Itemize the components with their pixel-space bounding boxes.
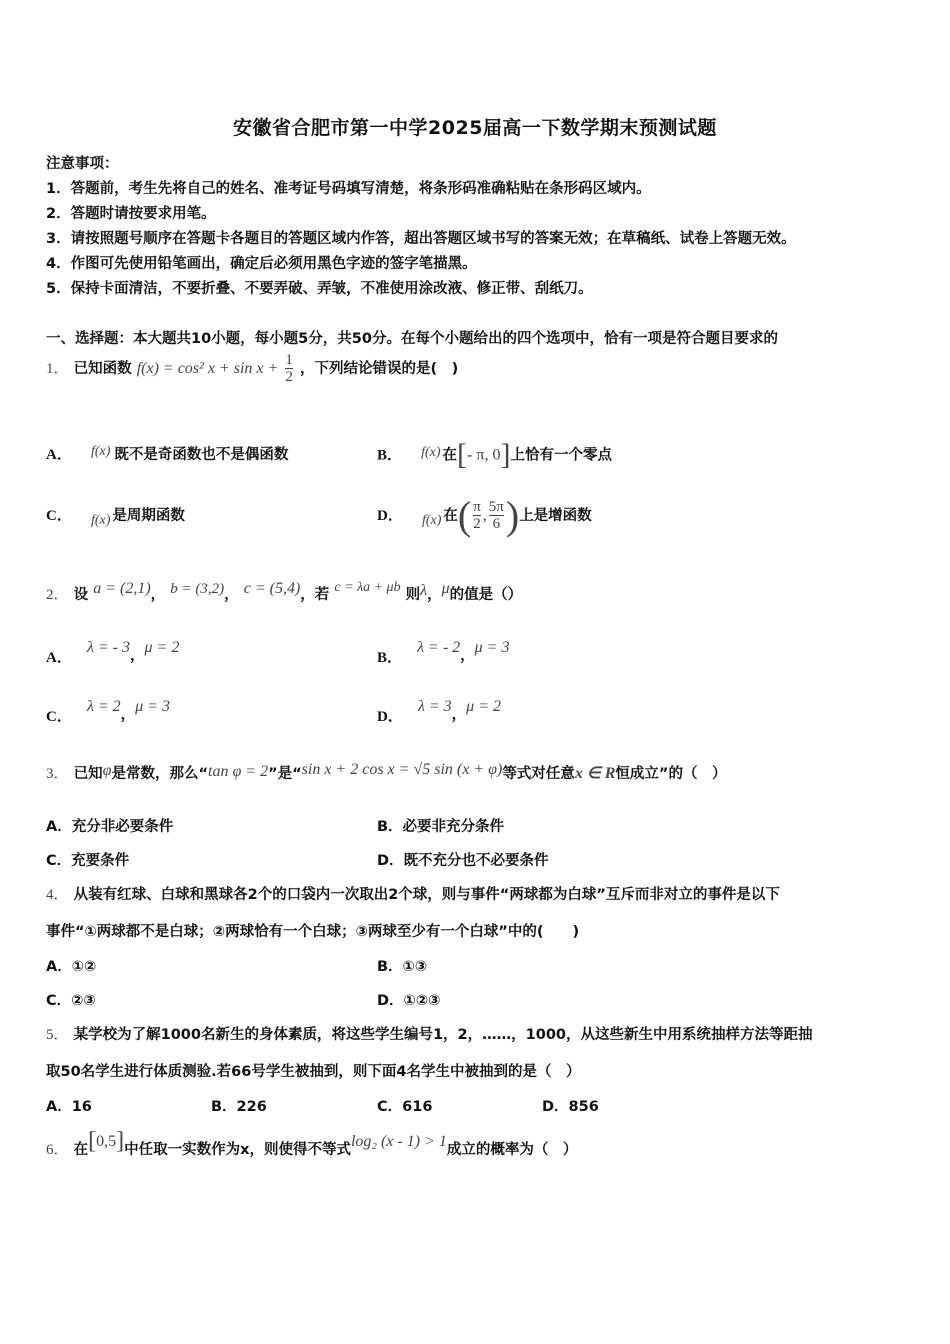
option-a: [46, 443, 288, 464]
option-text: 既不是奇函数也不是偶函数: [114, 447, 289, 463]
bracket: [: [457, 438, 468, 471]
option-label: C．: [46, 508, 72, 524]
option-text: 上是增函数: [519, 508, 592, 524]
question-text: 是常数，那么“: [111, 766, 208, 782]
option-label: C．: [46, 709, 72, 725]
question-1: [46, 352, 458, 385]
vector-b: b = (3,2): [170, 581, 225, 597]
question-3: [46, 761, 726, 783]
option-label: D．: [377, 709, 403, 725]
math-expression: f(x): [421, 444, 441, 460]
numerator: π: [473, 499, 481, 515]
question-text: ，下列结论错误的是( ): [299, 361, 459, 377]
option-d: [377, 696, 501, 726]
option-b: B．226: [211, 1099, 267, 1115]
option-a: A．充分非必要条件: [46, 819, 174, 835]
option-label: D．: [377, 508, 403, 524]
denominator: 6: [492, 516, 501, 532]
question-text: 在: [73, 1142, 89, 1158]
math-expression: λ = - 2: [417, 639, 461, 656]
question-text: 已知函数: [73, 361, 132, 377]
note-item-4: 4．作图可先使用铅笔画出，确定后必须用黑色字迹的签字笔描黑。: [46, 256, 477, 272]
question-text: 设: [73, 587, 89, 603]
punctuation: ，: [224, 587, 239, 603]
bracket: (: [457, 493, 472, 538]
math-expression: λ = 2: [86, 698, 121, 715]
question-5: [46, 1023, 813, 1044]
bracket: ]: [500, 438, 511, 471]
question-text: 则: [405, 587, 421, 603]
note-item-3: 3．请按照题号顺序在答题卡各题目的答题区域内作答，超出答题区域书写的答案无效；在草稿纸、试卷上答题无效。: [46, 231, 796, 247]
math-expression: 0,5: [96, 1133, 117, 1150]
question-text: ”是“: [268, 766, 302, 782]
question-text: 中任取一实数作为x，则使得不等式: [124, 1142, 351, 1158]
option-b: [377, 438, 612, 472]
option-b: [377, 637, 510, 667]
math-expression: tan φ = 2: [208, 763, 269, 780]
vector-c: c = (5,4): [243, 580, 301, 597]
option-d: D．①②③: [377, 993, 441, 1009]
question-6: [46, 1128, 577, 1159]
punctuation: ，: [427, 587, 442, 603]
math-expression: λ = 3: [417, 698, 452, 715]
math-expression: λ = - 3: [86, 639, 130, 656]
note-item-1: 1．答题前，考生先将自己的姓名、准考证号码填写清楚，将条形码准确粘贴在条形码区域内。: [46, 181, 651, 197]
math-expression: f(x) = cos² x + sin x +: [136, 360, 279, 377]
option-c: [46, 696, 170, 726]
denominator: 2: [285, 369, 293, 385]
bracket: [: [88, 1128, 97, 1154]
question-4: [46, 883, 780, 904]
fraction: [285, 352, 293, 385]
math-expression: sin x + 2 cos x = √5 sin (x + φ): [301, 761, 503, 778]
numerator: 1: [285, 352, 293, 368]
option-d: D．既不充分也不必要条件: [377, 853, 549, 869]
math-expression: - π, 0: [467, 446, 501, 464]
vector-a: a = (2,1): [93, 580, 151, 597]
notes-heading: 注意事项：: [46, 156, 119, 172]
option-label: A．: [46, 650, 72, 666]
option-label: B．: [377, 447, 403, 464]
math-symbol: φ: [102, 762, 112, 779]
math-expression: μ = 2: [466, 698, 501, 715]
option-text: 在: [442, 447, 458, 464]
math-expression: log₂ (x - 1) > 1: [350, 1133, 447, 1150]
punctuation: ，: [130, 648, 145, 664]
option-d: D． f(x) 在( $\frac{\pi}{2}$ , $\frac{5\pi}{6}$ )上是增函数: [377, 493, 592, 538]
question-text: 已知: [73, 766, 103, 782]
denominator: 2: [473, 516, 481, 532]
option-b: B．①③: [377, 959, 428, 975]
section-heading: 一、选择题：本大题共10小题，每小题5分，共50分。在每个小题给出的四个选项中，恰有一项是符合题目要求的: [46, 331, 778, 347]
bracket: ): [505, 493, 520, 538]
question-text: 的值是（）: [449, 587, 523, 603]
option-d: D．856: [542, 1099, 599, 1115]
punctuation: ，: [150, 587, 166, 603]
option-a: A．16: [46, 1099, 92, 1115]
numerator: 5π: [488, 499, 504, 515]
option-label: A．: [46, 447, 72, 463]
option-c: C．②③: [46, 993, 96, 1009]
math-expression: f(x): [90, 513, 111, 528]
fraction: [489, 499, 504, 532]
option-a: A．①②: [46, 959, 97, 975]
option-c: C．充要条件: [46, 853, 130, 869]
question-number: 1．: [46, 361, 69, 377]
punctuation: ，: [460, 648, 475, 664]
option-c: C．616: [377, 1099, 433, 1115]
math-expression: μ = 3: [474, 639, 510, 656]
question-number: 6．: [46, 1142, 69, 1158]
question-number: 2．: [46, 587, 69, 603]
math-expression: f(x): [90, 444, 111, 459]
question-text: 恒成立”的（ ）: [615, 766, 727, 782]
note-item-2: 2．答题时请按要求用笔。: [46, 206, 216, 222]
question-text: 等式对任意: [502, 766, 575, 782]
question-text: ，若: [300, 587, 330, 603]
question-text: 某学校为了解1000名新生的身体素质，将这些学生编号1，2，……，1000，从这些新生中用系统抽样方法等距抽: [73, 1027, 813, 1043]
punctuation: ，: [120, 707, 136, 723]
fraction: [473, 499, 481, 532]
question-text: 成立的概率为（ ）: [446, 1142, 578, 1158]
math-expression: x ∈ R: [574, 765, 616, 782]
math-expression: μ = 3: [135, 698, 170, 715]
math-expression: c = λa + μb: [334, 580, 401, 595]
option-text: 上恰有一个零点: [510, 447, 612, 464]
question-text: 从装有红球、白球和黑球各2个的口袋内一次取出2个球，则与事件“两球都为白球”互斥而非对立的事件是以下: [73, 887, 780, 903]
math-symbol: μ: [441, 580, 450, 597]
option-b: B．必要非充分条件: [377, 819, 505, 835]
question-number: 4．: [46, 887, 69, 903]
question-number: 5．: [46, 1027, 69, 1043]
question-text-line-2: 取50名学生进行体质测验.若66号学生被抽到，则下面4名学生中被抽到的是（ ）: [46, 1064, 581, 1080]
page-title: 安徽省合肥市第一中学2025届高一下数学期末预测试题: [233, 117, 717, 139]
math-expression: μ = 2: [144, 639, 180, 656]
math-expression: f(x): [421, 513, 442, 528]
bracket: ]: [116, 1128, 125, 1154]
question-2: [46, 580, 522, 604]
note-item-5: 5．保持卡面清洁，不要折叠、不要弄破、弄皱，不准使用涂改液、修正带、刮纸刀。: [46, 281, 593, 297]
math-symbol: λ: [420, 582, 428, 599]
option-c: [46, 504, 185, 529]
option-label: B．: [377, 650, 403, 666]
option-text: 是周期函数: [112, 508, 185, 524]
question-text-line-2: 事件“①两球都不是白球；②两球恰有一个白球；③两球至少有一个白球”中的( ): [46, 924, 580, 940]
option-a: [46, 637, 179, 667]
punctuation: ，: [451, 707, 467, 723]
question-number: 3．: [46, 766, 69, 782]
option-text: 在: [443, 508, 458, 524]
